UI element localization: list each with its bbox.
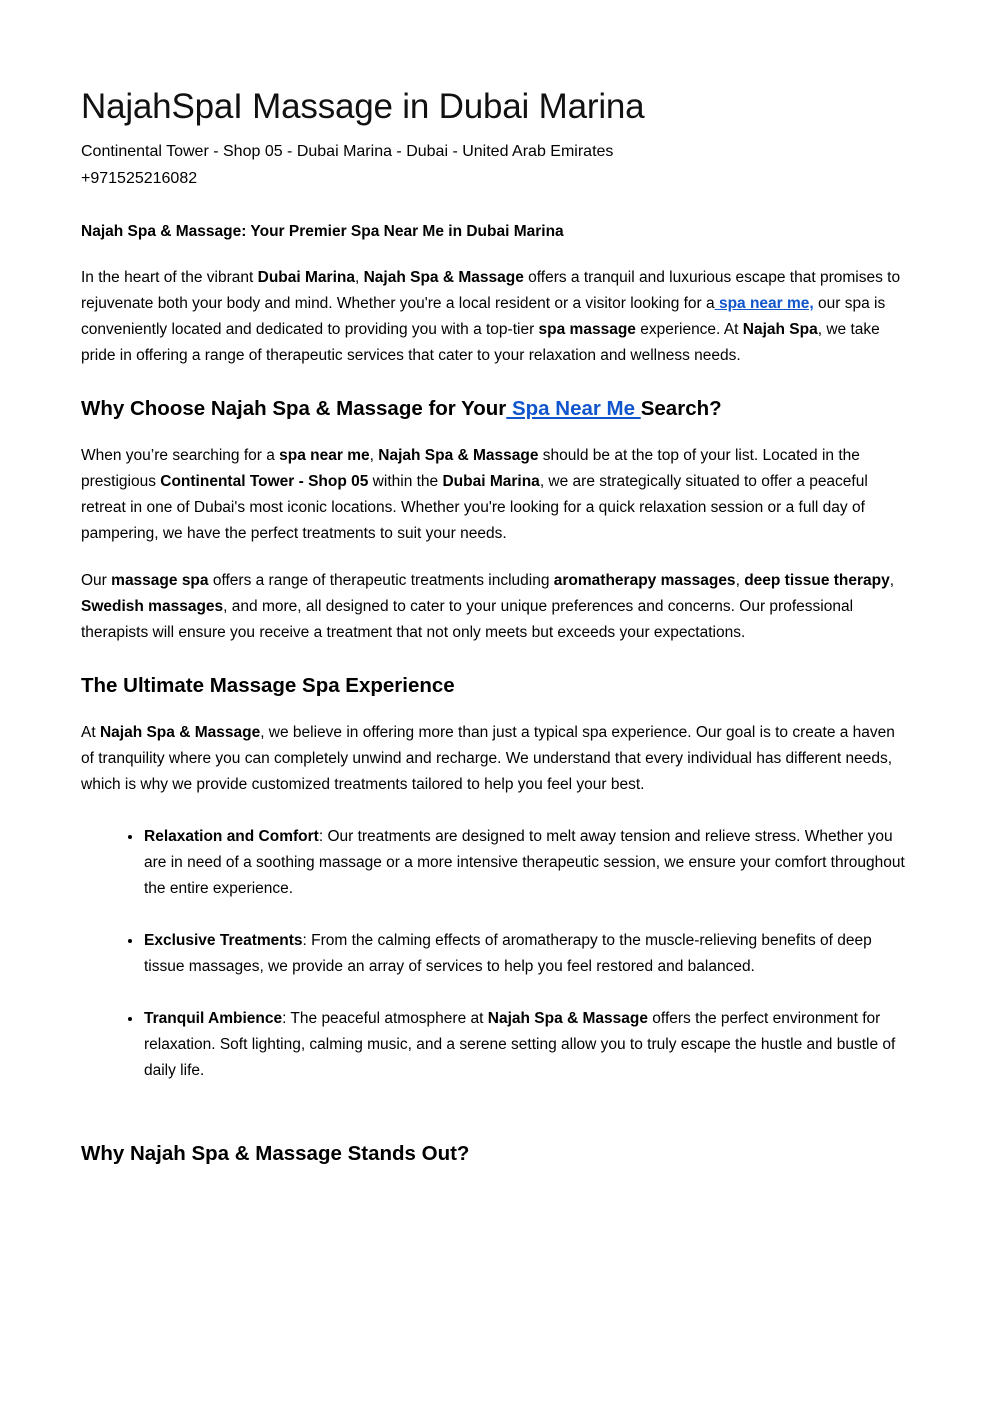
text-run: Najah Spa & Massage (487, 1010, 648, 1027)
text-run: experience. At (635, 321, 743, 338)
inline-link[interactable]: Spa Near Me (506, 397, 641, 420)
text-run: Tranquil Ambience (144, 1010, 283, 1027)
phone-line: +971525216082 (81, 170, 198, 187)
text-run: : From the calming effects of aromatherapy to the muscle-relieving benefits of deep tissue massages, we provide an array of services to help you feel restored and balanced. (144, 932, 872, 975)
text-run: should be at the top of your list. Located in the prestigious (81, 447, 860, 490)
feature-list (81, 824, 911, 1084)
heading-ultimate-experience: The Ultimate Massage Spa Experience (81, 674, 455, 697)
text-run: , and more, all designed to cater to your unique preferences and concerns. Our professional therapists will ensure you receive a treatment that not only meets but exceeds your expectations. (81, 598, 854, 641)
text-run: In the heart of the vibrant (81, 269, 258, 286)
text-run: , we are strategically situated to offer a peaceful retreat in one of Dubai's most iconic locations. Whether you're looking for a quick relaxation session or a full day of pampering, we have the perfect treatments to suit your needs. (81, 473, 868, 542)
text-run: Najah Spa & Massage (99, 724, 261, 741)
text-run: offers the perfect environment for relaxation. Soft lighting, calming music, and a serene setting allow you to truly escape the hustle and bustle of daily life. (144, 1010, 896, 1079)
text-run: , (889, 572, 895, 589)
text-run: within the (368, 473, 443, 490)
text-run: deep tissue therapy (744, 572, 890, 589)
heading-why-choose (81, 395, 911, 423)
text-run: , we believe in offering more than just a typical spa experience. Our goal is to create a haven of tranquility where you can completely unwind and recharge. We understand that every individual has different needs, which is why we provide customized treatments tailored to help you feel your best. (81, 724, 895, 793)
text-run: our spa is conveniently located and dedicated to providing you with a top-tier (81, 295, 886, 338)
text-run: spa near me (279, 447, 370, 464)
text-run: spa massage (538, 321, 636, 338)
doc-subtitle (81, 138, 911, 192)
text-run: , (735, 572, 745, 589)
text-run: : The peaceful atmosphere at (282, 1010, 488, 1027)
text-run: massage spa (111, 572, 209, 589)
text-run: Dubai Marina (442, 473, 540, 490)
text-run: Search? (640, 397, 722, 420)
text-run: , (369, 447, 379, 464)
text-run: : Our treatments are designed to melt away tension and relieve stress. Whether you are in need of a soothing massage or a more intensive therapeutic session, we ensure your comfort throughout the entire experience. (144, 828, 905, 897)
heading-stands-out: Why Najah Spa & Massage Stands Out? (81, 1142, 470, 1165)
paragraph-intro (81, 265, 911, 369)
text-run: Swedish massages (81, 598, 224, 615)
text-run: offers a tranquil and luxurious escape that promises to rejuvenate both your body and mind. Whether you're a local resident or a visitor looking for a (81, 269, 901, 312)
text-run: aromatherapy massages (553, 572, 736, 589)
list-item (143, 824, 911, 902)
text-run: , we take pride in offering a range of therapeutic services that cater to your relaxation and wellness needs. (81, 321, 880, 364)
text-run: Najah Spa & Massage (363, 269, 524, 286)
inline-link[interactable]: spa near me, (714, 295, 814, 312)
paragraph-experience (81, 720, 911, 798)
address-line: Continental Tower - Shop 05 - Dubai Marina - Dubai - United Arab Emirates (81, 143, 614, 160)
text-run: offers a range of therapeutic treatments including (208, 572, 554, 589)
text-run: Relaxation and Comfort (144, 828, 319, 845)
text-run: At (81, 724, 100, 741)
doc-title: NajahSpaI Massage in Dubai Marina (81, 87, 645, 126)
text-run: , (354, 269, 364, 286)
list-item (143, 928, 911, 980)
intro-heading: Najah Spa & Massage: Your Premier Spa Near Me in Dubai Marina (81, 223, 564, 240)
text-run: Why Choose Najah Spa & Massage for Your (81, 397, 507, 420)
text-run: When you’re searching for a (81, 447, 280, 464)
paragraph-treatments (81, 568, 911, 646)
text-run: Continental Tower - Shop 05 (160, 473, 369, 490)
text-run: Najah Spa (742, 321, 818, 338)
paragraph-why-choose (81, 443, 911, 547)
text-run: Our (81, 572, 112, 589)
list-item (143, 1006, 911, 1084)
text-run: Exclusive Treatments (144, 932, 303, 949)
text-run: Najah Spa & Massage (378, 447, 539, 464)
text-run: Dubai Marina (257, 269, 355, 286)
